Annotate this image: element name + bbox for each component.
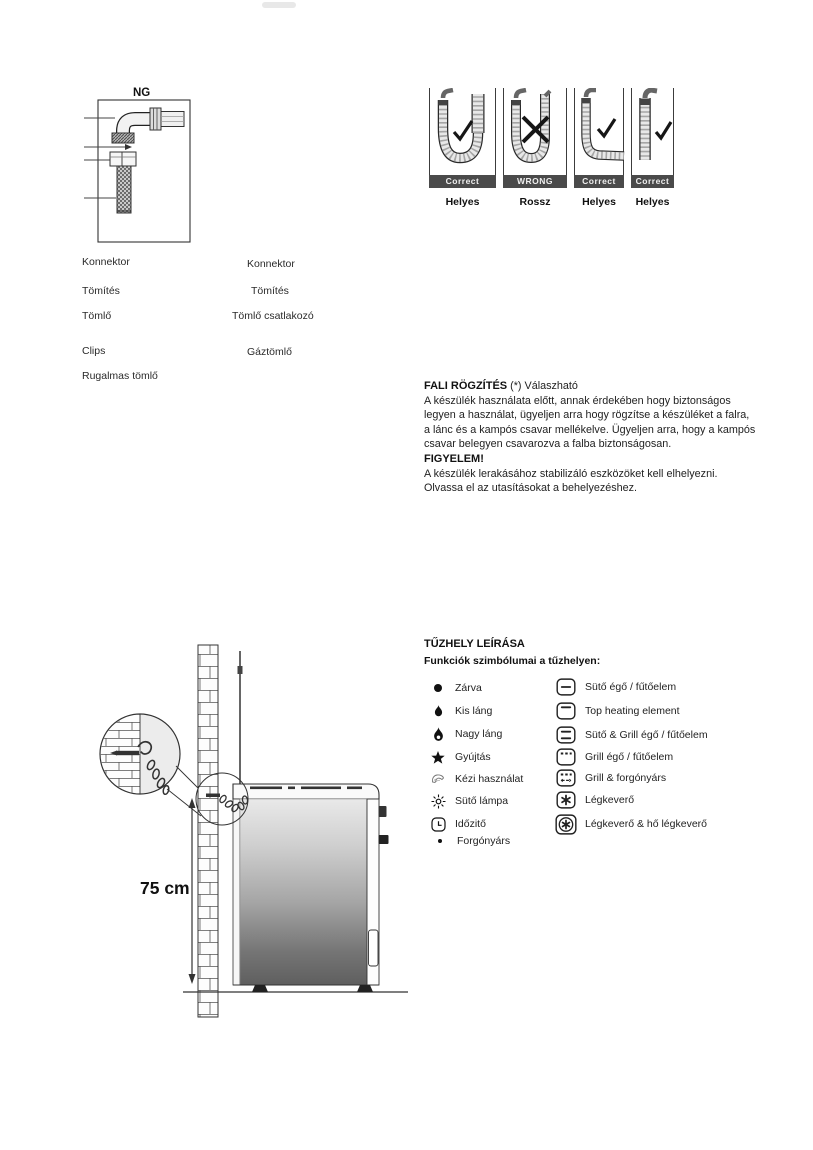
height-measure [140,798,196,984]
part-label-gaztomlo: Gáztömlő [247,346,292,358]
stove-knob [379,835,389,844]
warning-line: Olvassa el az utasításokat a behelyezéshez. [424,482,638,495]
part-label-rugalmas-tomlo: Rugalmas tömlő [82,370,158,382]
legend-item: Grill & forgónyárs [554,768,666,788]
body-line: csavar belegyen csavarozva a falba biztonságosan. [424,438,672,451]
hose-panel-wrong [503,88,567,208]
elbow-connector [123,119,151,133]
legend-item: Sütő & Grill égő / fűtőelem [554,725,708,745]
hose-drawing-kinked-loop [504,88,566,175]
legend-item: Top heating element [554,701,680,721]
check-icon [656,122,671,138]
hose-nut [110,152,136,166]
legend-item: Forgónyárs [430,831,510,851]
check-icon [454,121,472,139]
verdict-caption: Rossz [519,196,551,208]
hose-coupling [150,108,184,130]
legend-item: Kézi használat [428,769,523,789]
legend-item: Gyújtás [428,747,491,767]
part-label-clips: Clips [82,345,106,357]
hose-drawing-u-loop [430,88,495,175]
legend-item: Légkeverő & hő légkeverő [554,814,707,834]
body-line: legyen a használat, ügyeljen arra hogy rögzítse a készüléket a falra, [424,409,750,422]
oven-grill-icon [554,726,578,744]
legend-item: Nagy láng [428,724,502,744]
body-line: A készülék használata előtt, annak érdekében hogy biztonságos [424,394,731,407]
stove-side-view [233,784,389,992]
hose-fitting [645,90,657,98]
top-heating-icon [554,702,578,720]
verdict-caption: Helyes [635,196,670,208]
hose-clamp [512,100,521,105]
stove-top [233,784,379,799]
hose-panel-correct-1 [429,88,496,208]
fan-icon [554,791,578,809]
hose-drawing-straight [632,88,675,175]
fan-heat-icon [554,814,578,835]
part-label-tomites: Tömítés [82,285,120,297]
hose-fitting [586,90,596,97]
part-label-konnektor-2: Konnektor [247,258,295,270]
legend-item: Légkeverő [554,790,634,810]
legend-item: Kis láng [428,701,492,721]
large-flame-icon [428,727,448,742]
small-flame-icon [428,705,448,717]
stove-wall-fixing-diagram [80,618,410,1018]
verdict-banner: Correct [631,175,674,188]
hose-clamp [640,99,650,105]
hook-detail-inset [100,714,180,795]
grill-rotisserie-icon [554,769,578,787]
legend-item: Sütő égő / fűtőelem [554,677,676,697]
hook-screw [116,751,139,755]
stove-foot [252,985,268,992]
verdict-banner: Correct [429,175,496,188]
hose-fitting [516,90,526,98]
wall-mount-instructions [424,379,759,496]
stove-knob [379,806,387,817]
verdict-caption: Helyes [445,196,480,208]
gas-connector-diagram [55,83,200,248]
legend-item: Időzitő [428,814,486,834]
dot-icon [430,839,450,843]
hose-clamp [582,98,591,103]
scan-artifact [262,2,296,8]
legend-subtitle: Funkciók szimbólumai a tűzhelyen: [424,655,601,667]
oven-lamp-icon [428,794,448,809]
verdict-caption: Helyes [582,196,616,208]
warning-line: A készülék lerakásához stabilizáló eszközöket kell elhelyezni. [424,467,718,480]
hose-clamp [439,100,448,105]
legend-title: TŰZHELY LEÍRÁSA [424,638,525,650]
verdict-banner: WRONG [503,175,567,188]
back-panel-rod [238,651,243,785]
oven-element-icon [554,678,578,696]
braided-hose-end [117,166,131,213]
stove-left-trim [233,799,240,985]
part-label-tomlo: Tömlő [82,310,112,322]
brick-wall [198,645,218,1017]
distance-label: 75 cm [140,878,190,898]
closed-circle-icon [428,684,448,692]
part-label-konnektor: Konnektor [82,256,130,268]
section-title-rest: (*) Válaszható [507,380,578,392]
stove-side-panel [240,799,367,985]
part-label-tomlo-csatlakozo: Tömlő csatlakozó [232,310,314,322]
verdict-banner: Correct [574,175,624,188]
stove-foot [357,985,373,992]
warning-title: FIGYELEM! [424,452,484,465]
section-title [424,379,759,394]
body-line: a lánc és a kampós csavar mellékelve. Ügyeljen arra, hogy a kampós [424,423,756,436]
hose-panel-correct-2 [574,88,624,208]
check-icon [598,119,615,136]
part-label-tomites-2: Tömítés [251,285,289,297]
gasket-washer [112,133,134,143]
leader-arrowhead [125,144,132,150]
timer-icon [428,817,448,832]
hose-fitting [443,90,453,98]
hose-drawing-floor-bend [575,88,625,175]
legend-item: Zárva [428,678,482,698]
hose-panel-correct-3 [631,88,674,208]
oven-door-handle [369,930,379,966]
hand-icon [428,773,448,785]
legend-item: Grill égő / fűtőelem [554,747,673,767]
grill-icon [554,748,578,766]
ng-label: NG [133,87,151,99]
legend-item: Sütő lámpa [428,791,508,811]
section-title-bold: FALI RÖGZÍTÉS [424,380,508,392]
ignition-star-icon [428,751,448,764]
